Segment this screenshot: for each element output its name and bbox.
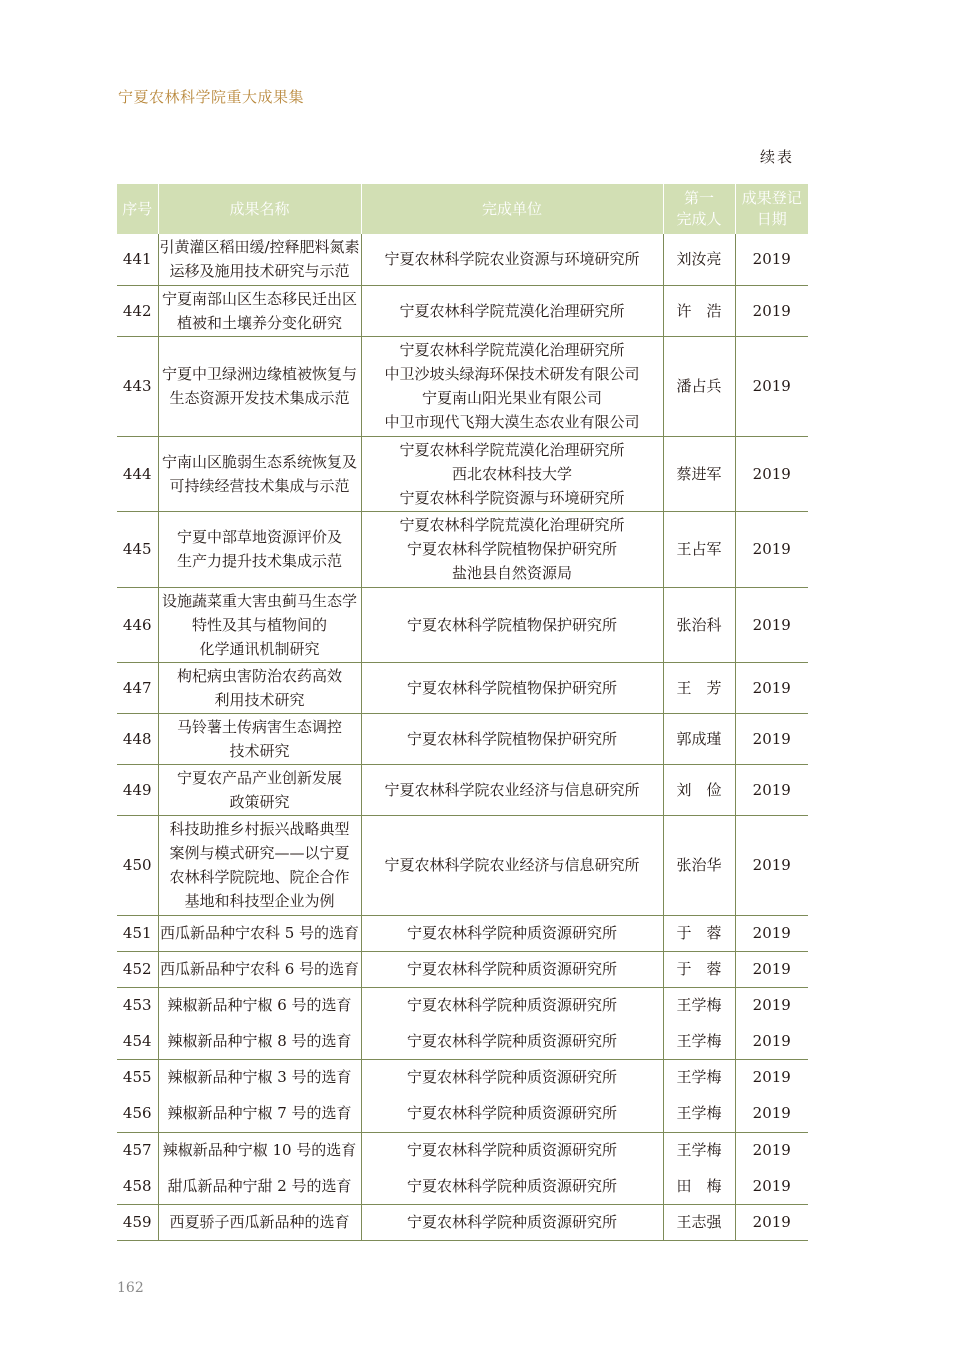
table-row <box>117 951 808 987</box>
completing-unit-line: 宁夏农林科学院种质资源研究所 <box>406 1141 617 1160</box>
completing-unit <box>361 436 663 511</box>
registration-date: 2019 <box>735 587 808 662</box>
achievement-name-line: 辣椒新品种宁椒 6 号的选育 <box>167 996 352 1015</box>
achievement-name <box>158 1132 361 1168</box>
achievement-name-line: 可持续经营技术集成与示范 <box>169 476 350 495</box>
header-person-line: 第一 <box>683 189 714 207</box>
registration-date: 2019 <box>752 1068 791 1087</box>
completing-unit <box>361 285 663 336</box>
first-completer: 王学梅 <box>663 1132 735 1168</box>
completing-unit-line: 宁夏农林科学院农业资源与环境研究所 <box>384 250 640 269</box>
table-row <box>117 336 808 436</box>
completing-unit-line: 宁夏农林科学院荒漠化治理研究所 <box>399 341 625 359</box>
row-number: 452 <box>117 951 158 987</box>
achievement-name-line: 马铃薯土传病害生态调控 <box>176 717 342 736</box>
completing-unit-line: 宁夏农林科学院荒漠化治理研究所 <box>399 516 625 534</box>
table-row <box>117 1132 808 1168</box>
header-unit: 完成单位 <box>361 184 663 234</box>
achievement-name <box>158 987 361 1023</box>
row-number: 454 <box>117 1023 158 1059</box>
table-row <box>117 285 808 336</box>
row-number: 448 <box>117 713 158 764</box>
registration-date: 2019 <box>735 951 808 987</box>
registration-date: 2019 <box>735 336 808 436</box>
achievement-name <box>158 1059 361 1095</box>
registration-date: 2019 <box>735 436 808 511</box>
achievement-name <box>158 336 361 436</box>
row-number: 444 <box>117 436 158 511</box>
completing-unit-line: 宁夏农林科学院农业经济与信息研究所 <box>384 856 640 874</box>
completing-unit <box>361 1059 663 1095</box>
row-number: 451 <box>117 915 158 951</box>
achievement-name <box>158 662 361 713</box>
completing-unit-line: 宁夏农林科学院种质资源研究所 <box>406 1176 617 1195</box>
continued-label: 续表 <box>760 148 795 166</box>
completing-unit <box>361 951 663 987</box>
registration-date: 2019 <box>735 1023 808 1059</box>
achievement-name-line: 宁夏农产品产业创新发展 <box>176 768 342 787</box>
first-completer: 王学梅 <box>663 1059 735 1095</box>
first-completer: 田 梅 <box>663 1168 735 1204</box>
header-date-line: 成果登记 <box>741 189 802 207</box>
completing-unit-line: 中卫市现代飞翔大漠生态农业有限公司 <box>384 413 640 431</box>
row-number: 453 <box>117 987 158 1023</box>
row-number: 447 <box>117 662 158 713</box>
table-row <box>117 511 808 587</box>
achievement-name-line: 枸杞病虫害防治农药高效 <box>176 666 342 685</box>
completing-unit <box>361 336 663 436</box>
registration-date: 2019 <box>735 713 808 764</box>
completing-unit <box>361 915 663 951</box>
first-completer: 王学梅 <box>663 987 735 1023</box>
achievement-name <box>158 587 361 662</box>
achievement-name-line: 甜瓜新品种宁甜 2 号的选育 <box>167 1176 352 1195</box>
completing-unit <box>361 662 663 713</box>
completing-unit-line: 西北农林科技大学 <box>451 464 572 483</box>
achievement-name-line: 化学通讯机制研究 <box>199 639 320 658</box>
table-row <box>117 1168 808 1204</box>
achievement-name-line: 西瓜新品种宁农科 5 号的选育 <box>159 924 360 942</box>
header-row <box>117 184 808 234</box>
results-table <box>117 184 808 1241</box>
achievement-name-line: 植被和土壤养分变化研究 <box>176 313 342 332</box>
completing-unit-line: 宁夏农林科学院种质资源研究所 <box>406 1104 617 1123</box>
header-name: 成果名称 <box>158 184 361 234</box>
achievement-name-line: 基地和科技型企业为例 <box>184 892 335 910</box>
registration-date: 2019 <box>735 815 808 915</box>
achievement-name-line: 西瓜新品种宁农科 6 号的选育 <box>159 960 360 978</box>
completing-unit-line: 盐池县自然资源局 <box>451 564 572 582</box>
first-completer: 王志强 <box>663 1204 735 1240</box>
completing-unit-line: 宁夏农林科学院种质资源研究所 <box>406 1031 617 1050</box>
registration-date: 2019 <box>735 1204 808 1240</box>
completing-unit-line: 宁夏农林科学院农业经济与信息研究所 <box>384 780 640 799</box>
registration-date: 2019 <box>752 996 791 1015</box>
table-row <box>117 587 808 662</box>
achievement-name-line: 生态资源开发技术集成示范 <box>169 389 350 407</box>
row-number: 457 <box>117 1132 158 1168</box>
registration-date: 2019 <box>735 1095 808 1132</box>
table-row <box>117 1095 808 1132</box>
completing-unit-line: 宁夏农林科学院种质资源研究所 <box>406 960 617 978</box>
completing-unit <box>361 713 663 764</box>
first-completer: 张治华 <box>663 815 735 915</box>
row-number: 446 <box>117 587 158 662</box>
achievement-name-line: 宁夏中部草地资源评价及 <box>176 528 342 546</box>
achievement-name <box>158 1168 361 1204</box>
completing-unit <box>361 987 663 1023</box>
row-number: 456 <box>117 1095 158 1132</box>
completing-unit <box>361 511 663 587</box>
completing-unit-line: 宁夏农林科学院植物保护研究所 <box>406 615 617 634</box>
header-date <box>735 184 808 234</box>
achievement-name-line: 宁夏中卫绿洲边缘植被恢复与 <box>161 365 357 383</box>
first-completer: 蔡进军 <box>663 436 735 511</box>
completing-unit <box>361 1168 663 1204</box>
achievement-name-line: 西夏骄子西瓜新品种的选育 <box>169 1213 350 1231</box>
first-completer: 郭成瑾 <box>663 713 735 764</box>
row-number: 458 <box>117 1168 158 1204</box>
achievement-name <box>158 1204 361 1240</box>
first-completer: 王占军 <box>663 511 735 587</box>
row-number: 445 <box>117 511 158 587</box>
completing-unit <box>361 587 663 662</box>
first-completer: 王学梅 <box>663 1023 735 1059</box>
achievement-name-line: 设施蔬菜重大害虫蓟马生态学 <box>161 591 357 610</box>
registration-date: 2019 <box>735 662 808 713</box>
achievement-name-line: 农林科学院院地、院企合作 <box>169 868 350 886</box>
achievement-name <box>158 1023 361 1059</box>
achievement-name <box>158 951 361 987</box>
completing-unit <box>361 815 663 915</box>
achievement-name <box>158 285 361 336</box>
achievement-name-line: 辣椒新品种宁椒 10 号的选育 <box>162 1141 357 1160</box>
completing-unit-line: 宁夏农林科学院荒漠化治理研究所 <box>399 301 625 320</box>
completing-unit-line: 宁夏南山阳光果业有限公司 <box>421 389 602 407</box>
completing-unit <box>361 1132 663 1168</box>
row-number: 442 <box>117 285 158 336</box>
achievement-name-line: 宁南山区脆弱生态系统恢复及 <box>161 452 357 471</box>
table-row <box>117 713 808 764</box>
registration-date: 2019 <box>735 915 808 951</box>
achievement-name <box>158 915 361 951</box>
row-number: 455 <box>117 1059 158 1095</box>
completing-unit-line: 宁夏农林科学院种质资源研究所 <box>406 1068 617 1087</box>
table-row <box>117 764 808 815</box>
achievement-name <box>158 815 361 915</box>
achievement-name-line: 政策研究 <box>229 792 290 811</box>
first-completer: 潘占兵 <box>663 336 735 436</box>
achievement-name-line: 案例与模式研究——以宁夏 <box>169 844 350 862</box>
achievement-name <box>158 511 361 587</box>
running-head: 宁夏农林科学院重大成果集 <box>118 88 305 106</box>
completing-unit-line: 宁夏农林科学院种质资源研究所 <box>406 924 617 942</box>
achievement-name-line: 特性及其与植物间的 <box>191 615 327 634</box>
completing-unit <box>361 1095 663 1132</box>
completing-unit <box>361 1204 663 1240</box>
table-row <box>117 987 808 1023</box>
header-no: 序号 <box>117 184 158 234</box>
achievement-name-line: 运移及施用技术研究与示范 <box>169 262 350 281</box>
first-completer: 张治科 <box>663 587 735 662</box>
first-completer: 刘 俭 <box>663 764 735 815</box>
table-row <box>117 815 808 915</box>
completing-unit-line: 宁夏农林科学院植物保护研究所 <box>406 678 617 697</box>
table-row <box>117 1059 808 1095</box>
registration-date: 2019 <box>735 511 808 587</box>
achievement-name <box>158 713 361 764</box>
header-person <box>663 184 735 234</box>
first-completer: 于 蓉 <box>663 915 735 951</box>
row-number: 459 <box>117 1204 158 1240</box>
achievement-name-line: 宁夏南部山区生态移民迁出区 <box>161 289 357 308</box>
achievement-name-line: 科技助推乡村振兴战略典型 <box>169 820 350 838</box>
achievement-name-line: 引黄灌区稻田缓/控释肥料氮素 <box>159 238 360 257</box>
table-body <box>117 234 808 1240</box>
table-row <box>117 234 808 285</box>
table-row <box>117 915 808 951</box>
table-row <box>117 662 808 713</box>
header-person-line: 完成人 <box>676 210 722 228</box>
table-row <box>117 1023 808 1059</box>
completing-unit-line: 宁夏农林科学院种质资源研究所 <box>406 1213 617 1231</box>
first-completer: 于 蓉 <box>663 951 735 987</box>
first-completer: 刘汝亮 <box>663 234 735 285</box>
row-number: 443 <box>117 336 158 436</box>
achievement-name-line: 辣椒新品种宁椒 8 号的选育 <box>167 1031 352 1050</box>
achievement-name-line: 生产力提升技术集成示范 <box>176 552 342 570</box>
achievement-name-line: 辣椒新品种宁椒 3 号的选育 <box>167 1068 352 1087</box>
achievement-name <box>158 234 361 285</box>
row-number: 441 <box>117 234 158 285</box>
registration-date: 2019 <box>735 1168 808 1204</box>
achievement-name <box>158 1095 361 1132</box>
header-date-line: 日期 <box>756 210 787 228</box>
registration-date: 2019 <box>752 1141 791 1160</box>
registration-date: 2019 <box>735 764 808 815</box>
achievement-name-line: 辣椒新品种宁椒 7 号的选育 <box>167 1104 352 1123</box>
completing-unit <box>361 234 663 285</box>
page-number: 162 <box>117 1280 144 1296</box>
completing-unit <box>361 764 663 815</box>
completing-unit-line: 宁夏农林科学院种质资源研究所 <box>406 996 617 1015</box>
registration-date: 2019 <box>735 285 808 336</box>
first-completer: 许 浩 <box>663 285 735 336</box>
table-row <box>117 1204 808 1240</box>
completing-unit-line: 宁夏农林科学院荒漠化治理研究所 <box>399 440 625 459</box>
row-number: 449 <box>117 764 158 815</box>
registration-date: 2019 <box>735 234 808 285</box>
completing-unit-line: 宁夏农林科学院资源与环境研究所 <box>399 488 625 507</box>
table-row <box>117 436 808 511</box>
completing-unit-line: 中卫沙坡头绿海环保技术研发有限公司 <box>384 365 640 383</box>
achievement-name <box>158 436 361 511</box>
achievement-name-line: 利用技术研究 <box>214 690 305 709</box>
first-completer: 王学梅 <box>663 1095 735 1132</box>
completing-unit-line: 宁夏农林科学院植物保护研究所 <box>406 729 617 748</box>
completing-unit-line: 宁夏农林科学院植物保护研究所 <box>406 540 617 558</box>
completing-unit <box>361 1023 663 1059</box>
achievement-name <box>158 764 361 815</box>
row-number: 450 <box>117 815 158 915</box>
achievement-name-line: 技术研究 <box>229 741 290 760</box>
first-completer: 王 芳 <box>663 662 735 713</box>
